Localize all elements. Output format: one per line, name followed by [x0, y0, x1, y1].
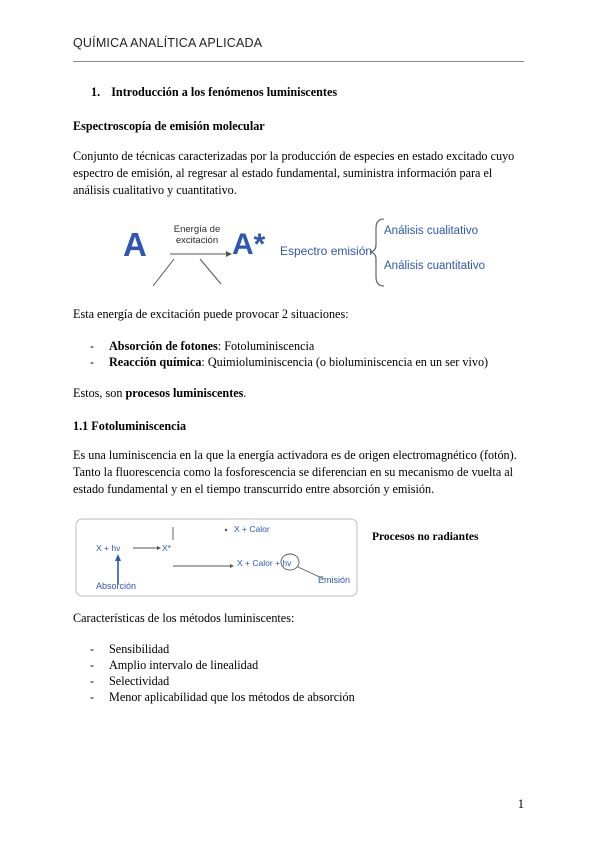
situation-text: : Fotoluminiscencia: [217, 339, 315, 353]
processes-prefix: Estos, son: [73, 386, 126, 400]
characteristics-intro: Características de los métodos luminiscentes:: [73, 611, 295, 625]
mid-label: X + Calor + hv: [237, 558, 292, 568]
left-label: X + hv: [96, 543, 121, 553]
processes-figure: [75, 518, 359, 598]
curly-brace: [370, 219, 384, 286]
page-number: 1: [517, 797, 524, 811]
list-item: - Sensibilidad: [90, 641, 530, 657]
energy-label-line1: Energía de: [173, 224, 221, 235]
situations-intro: Esta energía de excitación puede provocar 2 situaciones:: [73, 307, 349, 321]
list-item: [90, 354, 530, 370]
processes-suffix: .: [243, 386, 247, 400]
list-item: - Amplio intervalo de linealidad: [90, 657, 530, 673]
energy-label-line2: excitación: [175, 235, 219, 246]
brace-item-qualitative: Análisis cualitativo: [384, 225, 478, 237]
brace-item-quantitative: Análisis cuantitativo: [384, 260, 485, 272]
photoluminescence-paragraph: Es una luminiscencia en la que la energía activadora es de origen electromagnético (fotón). Tanto la fluorescencia como la fosforescencia se diferencian en su mecanismo de vuelta al estado fundamental y en el tiempo transcurrido entre absorción y emisión.: [73, 448, 517, 496]
top-heat-label: X + Calor: [234, 524, 270, 534]
section-1-number: 1.: [91, 85, 101, 99]
bullet-dot: [225, 529, 227, 531]
list-item: - Selectividad: [90, 673, 530, 689]
diagonal-line-right: [200, 259, 221, 284]
header-rule: [73, 61, 524, 62]
excited-label: X*: [162, 543, 171, 553]
non-radiant-label: Procesos no radiantes: [372, 531, 479, 543]
species-a-star: A*: [232, 228, 266, 261]
section-1-title: Introducción a los fenómenos luminiscentes: [111, 85, 338, 99]
to-mid-arrowhead: [230, 564, 234, 568]
species-a: A: [123, 226, 147, 263]
situation-term: Absorción de fotones: [109, 339, 218, 353]
spectrum-label: Espectro emisión: [280, 244, 373, 258]
situation-term: Reacción química: [109, 355, 202, 369]
energy-label: [172, 224, 222, 246]
list-item: [90, 338, 530, 354]
intro-paragraph: Conjunto de técnicas caracterizadas por la producción de especies en estado excitado cuyo espectro de emisión, al regresar al estado fundamental, suministra información para el análisis cualitativo y cuantitativo.: [73, 149, 515, 197]
excitation-figure: [118, 214, 498, 292]
absorption-label: Absorción: [96, 581, 137, 591]
list-item: - Menor aplicabilidad que los métodos de absorción: [90, 689, 530, 705]
characteristics-list: [90, 641, 530, 705]
emission-label: Emisión: [318, 575, 351, 585]
section-1-1-heading: 1.1 Fotoluminiscencia: [73, 419, 187, 433]
to-excited-arrowhead: [157, 546, 161, 550]
absorption-arrowhead: [115, 554, 121, 561]
situations-list: [90, 338, 530, 370]
situation-text: : Quimioluminiscencia (o bioluminiscencia en un ser vivo): [201, 355, 489, 369]
page-header: QUÍMICA ANALÍTICA APLICADA: [73, 36, 263, 50]
processes-line: [73, 385, 246, 402]
section-1-heading: [91, 84, 337, 101]
subsection-title: Espectroscopía de emisión molecular: [73, 119, 265, 133]
processes-bold: procesos luminiscentes: [125, 386, 244, 400]
diagonal-line-left: [153, 259, 174, 286]
